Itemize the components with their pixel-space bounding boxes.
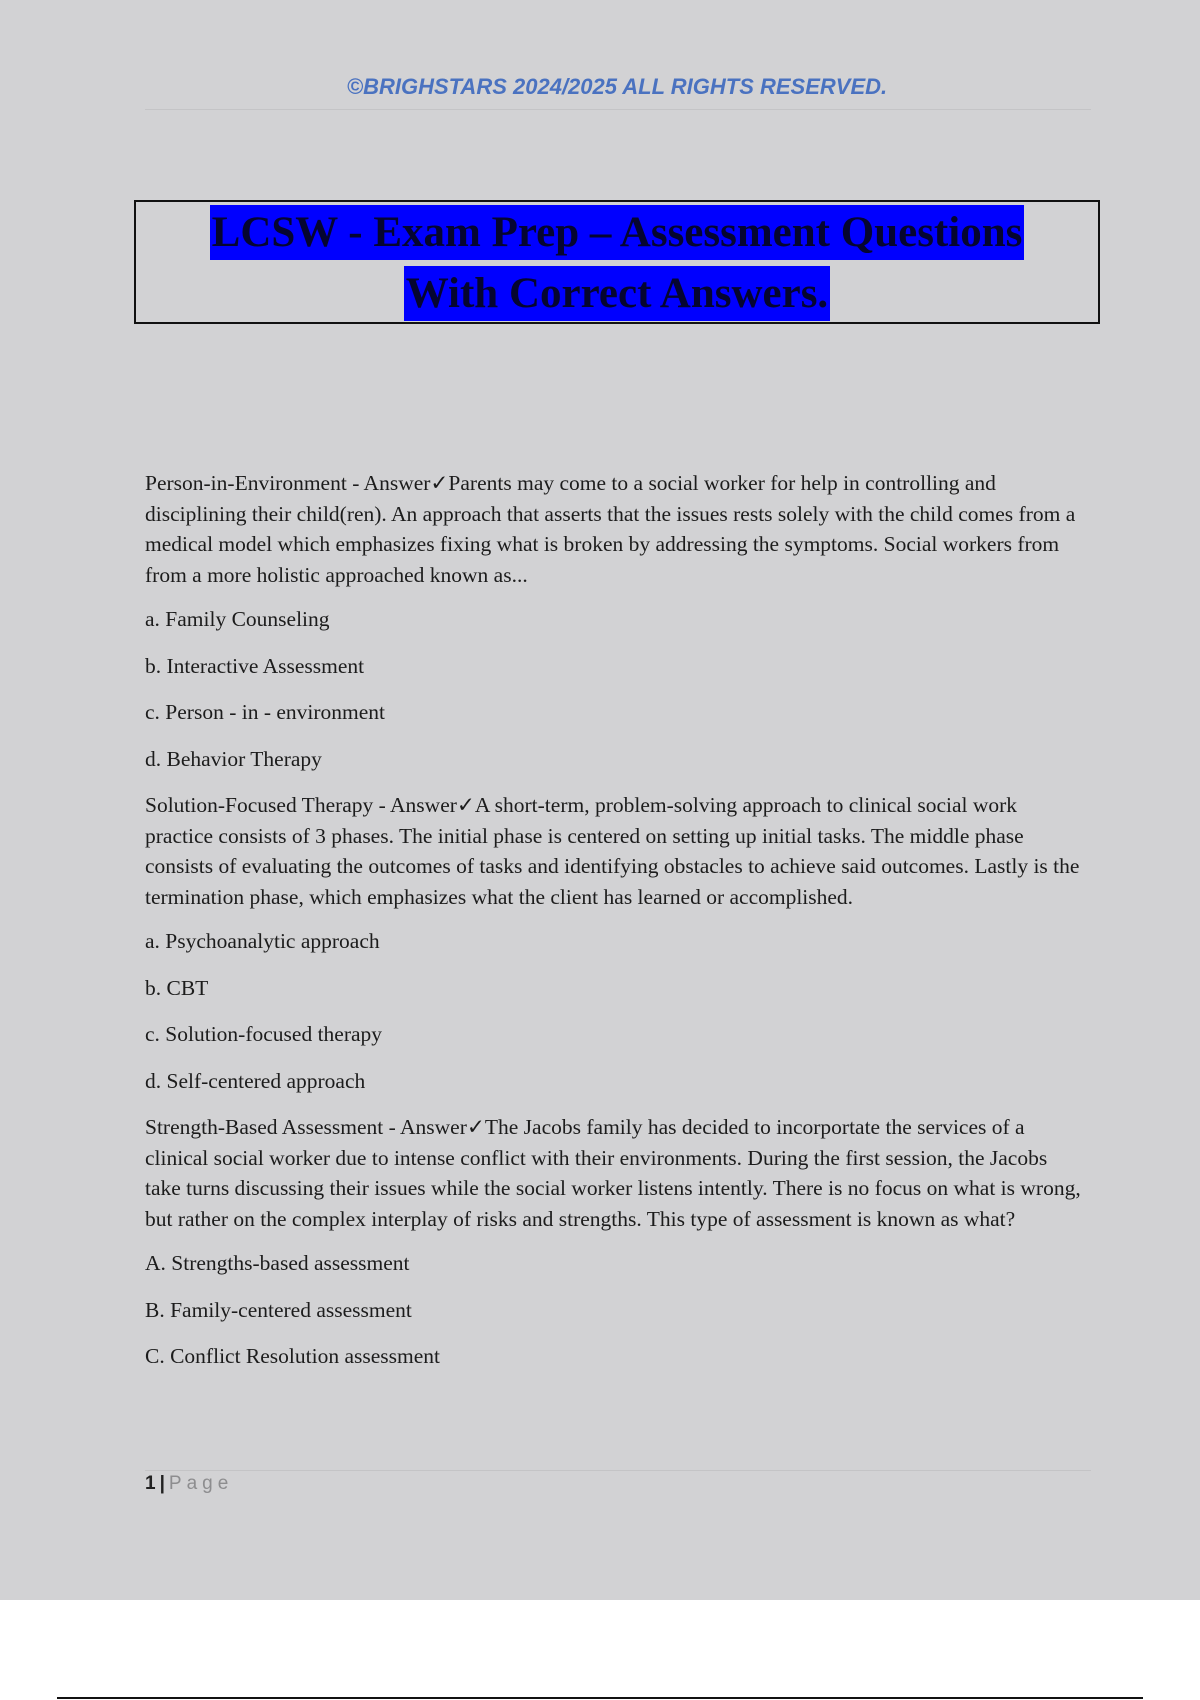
footer-separator: | [159,1473,165,1494]
title-box [134,200,1100,324]
answer-option: b. CBT [145,975,209,1000]
header-divider [145,109,1091,110]
answer-option: d. Self-centered approach [145,1068,366,1093]
question-text: Strength-Based Assessment - Answer✓The Jacobs family has decided to incorportate the services of a clinical social worker due to intense conflict with their environments. During the first session, the Jacobs take turns discussing their issues while the social worker listens intently. There is no focus on what is wrong, but rather on the complex interplay of risks and strengths. This type of assessment is known as what? [145,1115,1081,1231]
title-line-1: LCSW - Exam Prep – Assessment Questions [210,205,1025,260]
answer-option: b. Interactive Assessment [145,653,365,678]
page-number: 1 [145,1473,156,1494]
answer-option: c. Person - in - environment [145,700,386,724]
answer-option: B. Family-centered assessment [145,1297,412,1322]
answer-option: a. Family Counseling [145,607,330,631]
answer-option: c. Solution-focused therapy [145,1022,383,1046]
footer-divider [145,1470,1091,1471]
page-label: Page [168,1473,234,1494]
answer-option: a. Psychoanalytic approach [145,929,380,953]
question-text: Person-in-Environment - Answer✓Parents may come to a social worker for help in controlling and disciplining their child(ren). An approach that asserts that the issues rests solely with the child comes from a medical model which emphasizes fixing what is broken by addressing the symptoms. Social workers from from a more holistic approached known as... [145,471,1076,587]
question-block [145,790,1085,1096]
page-footer [145,1473,233,1495]
question-text: Solution-Focused Therapy - Answer✓A short-term, problem-solving approach to clinical social work practice consists of 3 phases. The initial phase is centered on setting up initial tasks. The middle phase consists of evaluating the outcomes of tasks and identifying obstacles to achieve said outcomes. Lastly is the termination phase, which emphasizes what the client has learned or accomplished. [145,793,1080,909]
next-page-rule [57,1697,1143,1699]
answer-option: d. Behavior Therapy [145,746,322,771]
question-list [145,468,1085,1388]
answer-option: A. Strengths-based assessment [145,1251,410,1275]
answer-option: C. Conflict Resolution assessment [145,1344,441,1368]
title-line-2: With Correct Answers. [404,266,830,321]
question-block [145,468,1085,774]
question-block [145,1112,1085,1372]
copyright-header: ©BRIGHSTARS 2024/2025 ALL RIGHTS RESERVED. [346,74,888,99]
